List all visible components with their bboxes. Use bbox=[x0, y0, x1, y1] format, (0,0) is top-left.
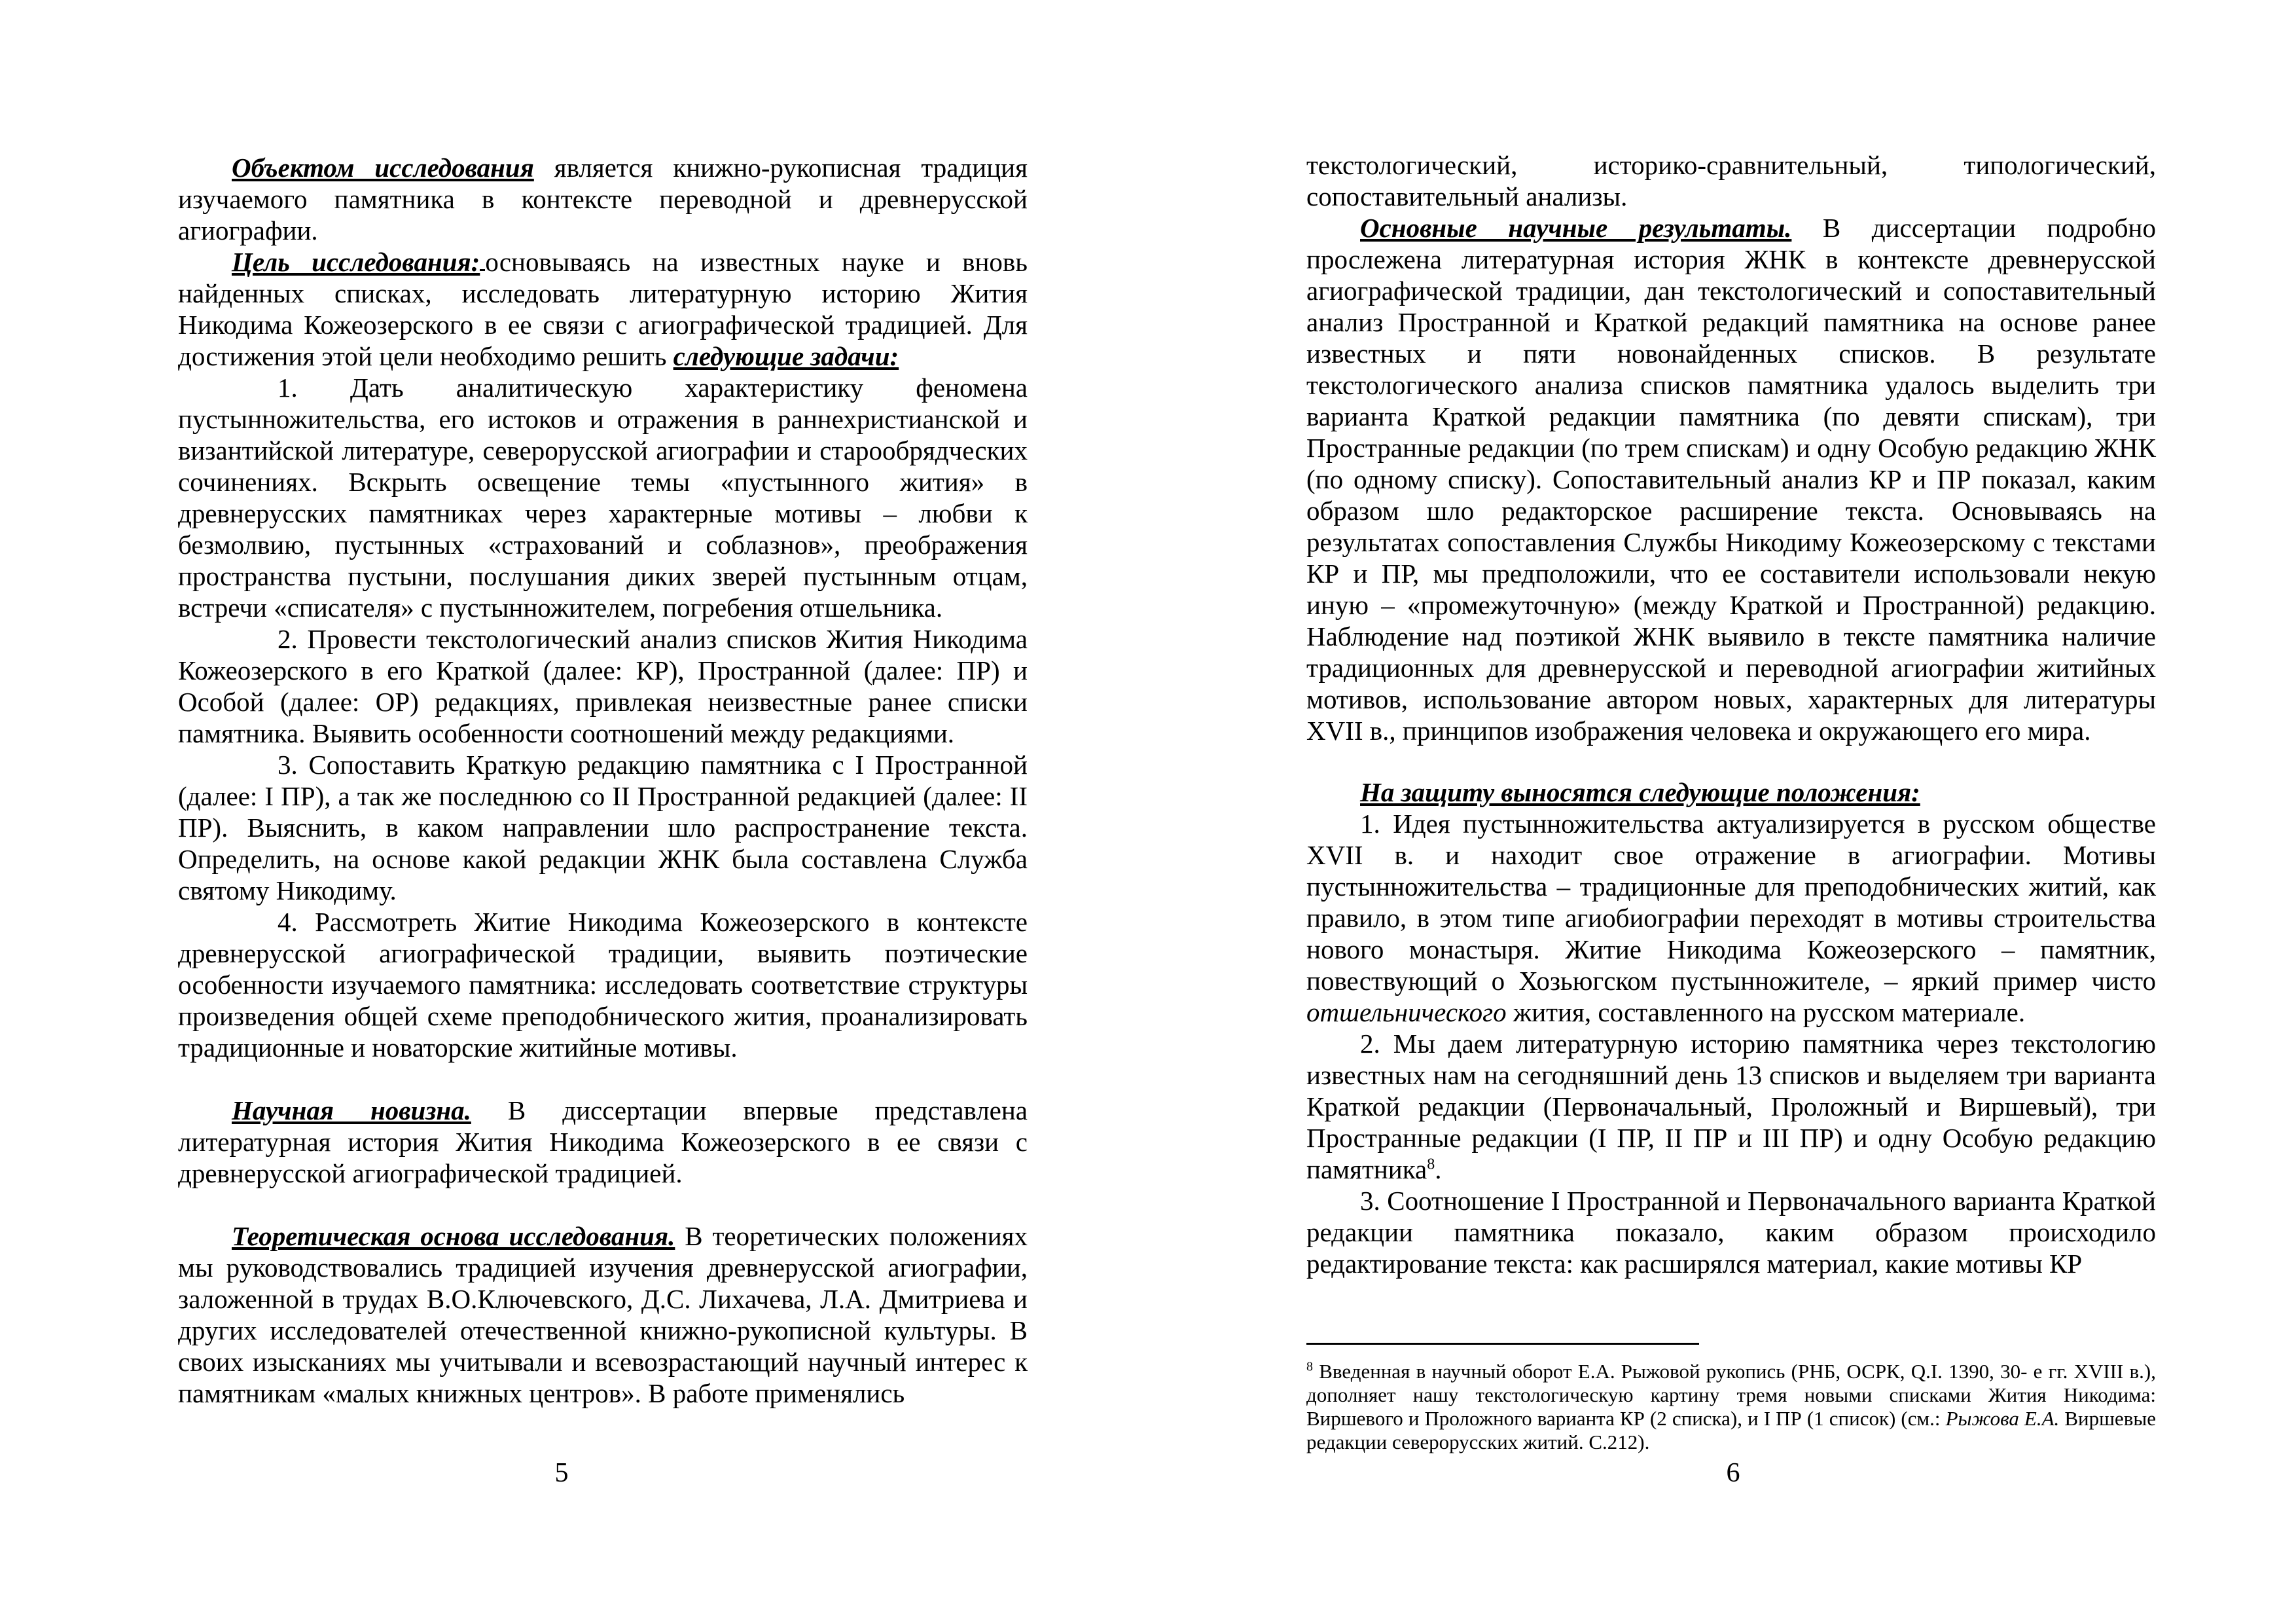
defense-point-2: 2. Мы даем литературную историю памятника через текстологию известных нам на сегодняшний день 13 списков и выделяем три варианта Краткой редакции (Первоначальный, Проложный и Виршевый), три Пространные редакции (I ПР, II ПР и III ПР) и одну Особую редакцию памятника$^8$. bbox=[1306, 1029, 2156, 1184]
results-heading: Основные научные результаты. bbox=[1360, 213, 1792, 243]
theory-paragraph bbox=[178, 1220, 1028, 1409]
goal-text: основываясь на известных науке и вновь найденных списках, исследовать литературную историю Жития Никодима Кожеозерского в ее связи с агиографической традицией. Для достижения этой цели необходимо решить bbox=[178, 247, 1028, 371]
defense-heading-paragraph bbox=[1306, 776, 2156, 808]
methods-continuation: текстологический, историко-сравнительный, типологический, сопоставительный анализы. bbox=[1306, 150, 2156, 211]
novelty-text: В диссертации впервые представлена литературная история Жития Никодима Кожеозерского в ее связи с древнерусской агиографической традицией. bbox=[178, 1095, 1028, 1188]
theory-text: В теоретических положениях мы руководствовались традицией изучения древнерусской агиографии, заложенной в трудах В.О.Ключевского, Д.С. Лихачева, Л.А. Дмитриева и других исследователей отечественной книжно-рукописной культуры. В своих изысканиях мы учитывали и всевозрастающий научный интерес к памятникам «малых книжных центров». В работе применялись bbox=[178, 1221, 1028, 1408]
left-page bbox=[178, 152, 1028, 1409]
novelty-paragraph bbox=[178, 1095, 1028, 1189]
object-text: является книжно-рукописная традиция изучаемого памятника в контексте переводной и древнерусской агиографии. bbox=[178, 153, 1028, 246]
page-number-right: 6 bbox=[1726, 1458, 1740, 1488]
right-page bbox=[1306, 149, 2156, 1279]
task-2: 2. Провести текстологический анализ списков Жития Никодима Кожеозерского в его Краткой (далее: КР), Пространной (далее: ПР) и Особой (далее: ОР) редакциях, привлекая неизвестные ранее списки памятника. Выявить особенности соотношений между редакциями. bbox=[178, 624, 1028, 748]
defense-point-3: 3. Соотношение I Пространной и Первоначального варианта Краткой редакции памятника показало, каким образом происходило редактирование текста: как расширялся материал, какие мотивы КР bbox=[1306, 1186, 2156, 1279]
footnote: $^8$ Введенная в научный оборот Е.А. Рыжовой рукопись (РНБ, ОСРК, Q.I. 1390, 30- е гг. XVIII в.), дополняет нашу текстологическую картину тремя новыми списками Жития Никодима: Виршевого и Проложного варианта КР (2 списка), и I ПР (1 список) (см.: Рыжова Е.А. Виршевые редакции северорусских житий. С.212). bbox=[1306, 1359, 2156, 1453]
task-4: 4. Рассмотреть Житие Никодима Кожеозерского в контексте древнерусской агиографической традиции, выявить поэтические особенности изучаемого памятника: исследовать соответствие структуры произведения общей схеме преподобнического жития, проанализировать традиционные и новаторские житийные мотивы. bbox=[178, 907, 1028, 1063]
footnote-divider bbox=[1306, 1343, 1699, 1345]
task-3: 3. Сопоставить Краткую редакцию памятника с I Пространной (далее: I ПР), а так же последнюю со II Пространной редакцией (далее: II ПР). Выяснить, в каком направлении шло распространение текста. Определить, на основе какой редакции ЖНК была составлена Служба святому Никодиму. bbox=[178, 750, 1028, 905]
theory-heading: Теоретическая основа исследования. bbox=[232, 1221, 675, 1251]
defense-heading: На защиту выносятся следующие положения: bbox=[1360, 777, 1920, 807]
defense-point-1: 1. Идея пустынножительства актуализируется в русском обществе XVII в. и находит свое отражение в агиографии. Мотивы пустынножительства – традиционные для преподобнических житий, как правило, в этом типе агиобиографии переходят в мотивы строительства нового монастыря. Житие Никодима Кожеозерского – памятник, повествующий о Хозьюгском пустынножителе, – яркий пример чисто отшельнического жития, составленного на русском материале. bbox=[1306, 809, 2156, 1027]
object-heading: Объектом исследования bbox=[232, 153, 534, 183]
results-text: В диссертации подробно прослежена литературная история ЖНК в контексте древнерусской агиографической традиции, дан текстологический и сопоставительный анализ Пространной и Краткой редакций памятника на основе ранее известных и пяти новонайденных списков. В результате текстологического анализа списков памятника удалось выделить три варианта Краткой редакции памятника (по девяти спискам), три Пространные редакции (по трем спискам) и одну Особую редакцию ЖНК (по одному списку). Сопоставительный анализ КР и ПР показал, каким образом шло редакторское расширение текста. Основываясь на результатах сопоставления Службы Никодиму Кожеозерскому с текстами КР и ПР, мы предположили, что ее составители использовали некую иную – «промежуточную» (между Краткой и Пространной) редакцию. Наблюдение над поэтикой ЖНК выявило в тексте памятника наличие традиционных для древнерусской и переводной агиографии житийных мотивов, использование автором новых, характерных для литературы XVII в., принципов изображения человека и окружающего его мира. bbox=[1306, 213, 2156, 746]
footnote-ref: 8 bbox=[1427, 1156, 1435, 1173]
italic-term: отшельнического bbox=[1306, 997, 1507, 1027]
tasks-heading: следующие задачи: bbox=[673, 341, 899, 371]
goal-paragraph bbox=[178, 246, 1028, 372]
results-paragraph bbox=[1306, 212, 2156, 746]
task-1: 1. Дать аналитическую характеристику феномена пустынножительства, его истоков и отражения в раннехристианской и византийской литературе, северорусской агиографии и старообрядческих сочинениях. Вскрыть освещение темы «пустынного жития» в древнерусских памятниках через характерные мотивы – любви к безмолвию, пустынных «страхований и соблазнов», преображения пространства пустыни, послушания диких зверей пустынным отцам, встречи «списателя» с пустынножителем, погребения отшельника. bbox=[178, 373, 1028, 623]
page-number-left: 5 bbox=[554, 1458, 569, 1488]
goal-heading: Цель исследования: bbox=[232, 247, 480, 277]
footnote-author: Рыжова Е.А. bbox=[1945, 1407, 2060, 1430]
object-paragraph bbox=[178, 152, 1028, 246]
footnote-number: 8 bbox=[1306, 1359, 1313, 1374]
novelty-heading: Научная новизна. bbox=[232, 1095, 471, 1125]
